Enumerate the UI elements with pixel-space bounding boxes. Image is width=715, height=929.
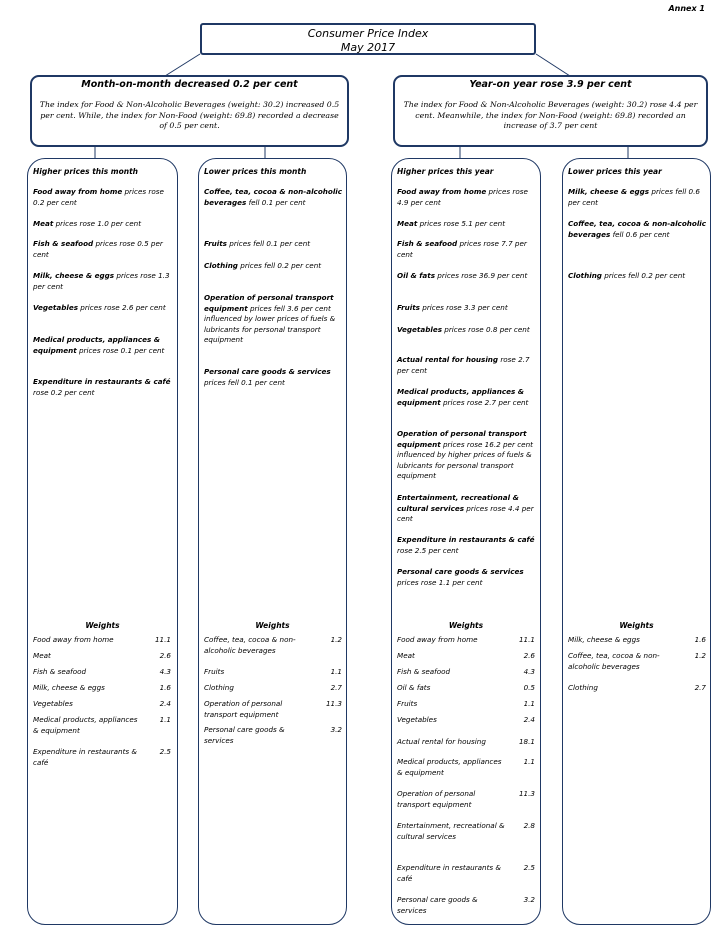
weight-row: Meat 2.6 [33, 651, 171, 660]
column-title: Higher prices this year [397, 167, 494, 176]
list-item: Expenditure in restaurants & café rose 0.2 per cent [33, 377, 171, 397]
weight-row: Clothing 2.7 [568, 683, 706, 692]
weight-row: Personal care goods & services 3.2 [204, 725, 342, 745]
list-item: Actual rental for housing rose 2.7 per cent [397, 355, 530, 375]
list-item: Expenditure in restaurants & café rose 2.5 per cent [397, 535, 535, 555]
weight-row: Clothing 2.7 [204, 683, 342, 692]
yoy-heading: Year-on year rose 3.9 per cent [469, 79, 632, 90]
title-line-1: Consumer Price Index [307, 27, 429, 40]
list-item: Meat prices rose 1.0 per cent [33, 219, 142, 228]
list-item: Medical products, appliances & equipment prices rose 0.1 per cent [33, 335, 165, 355]
weight-row: Vegetables 2.4 [397, 715, 535, 724]
weight-row: Oil & fats 0.5 [397, 683, 535, 692]
weight-row: Vegetables 2.4 [33, 699, 171, 708]
list-item: Operation of personal transport equipment prices fell 3.6 per cent influenced by lower prices of fuels & lubricants for personal transport equipment [204, 293, 336, 344]
column-title: Lower prices this year [568, 167, 662, 176]
annex-label: Annex 1 [668, 4, 705, 13]
list-item: Vegetables prices rose 0.8 per cent [397, 325, 530, 334]
yoy-text: The index for Food & Non-Alcoholic Beverages (weight: 30.2) rose 4.4 per cent. Meanwhile, the index for Non-Food (weight: 69.8) recorded an increase of 3.7 per cent [403, 100, 698, 130]
mom-heading: Month-on-month decreased 0.2 per cent [81, 79, 298, 90]
weight-row: Coffee, tea, cocoa & non-alcoholic beverages 1.2 [204, 635, 342, 655]
weight-row: Medical products, appliances & equipment 1.1 [397, 757, 535, 777]
list-item: Meat prices rose 5.1 per cent [397, 219, 506, 228]
list-item: Coffee, tea, cocoa & non-alcoholic beverages fell 0.1 per cent [204, 187, 343, 207]
column-higher-month [27, 158, 178, 925]
weights-title: Weights [255, 621, 290, 630]
weight-row: Fruits 1.1 [397, 699, 535, 708]
mom-summary-box [30, 75, 349, 147]
weight-row: Meat 2.6 [397, 651, 535, 660]
weight-row: Fruits 1.1 [204, 667, 342, 676]
column-title: Lower prices this month [204, 167, 307, 176]
column-higher-year [391, 158, 541, 925]
list-item: Clothing prices fell 0.2 per cent [568, 271, 686, 280]
weight-row: Food away from home 11.1 [33, 635, 171, 644]
list-item: Fish & seafood prices rose 0.5 per cent [33, 239, 163, 259]
mom-text: The index for Food & Non-Alcoholic Beverages (weight: 30.2) increased 0.5 per cent. While, the index for Non-Food (weight: 69.8) recorded a decrease of 0.5 per cent. [39, 100, 340, 130]
weight-row: Personal care goods & services 3.2 [397, 895, 535, 915]
list-item: Vegetables prices rose 2.6 per cent [33, 303, 166, 312]
weight-row: Fish & seafood 4.3 [33, 667, 171, 676]
list-item: Medical products, appliances & equipment prices rose 2.7 per cent [397, 387, 529, 407]
weight-row: Fish & seafood 4.3 [397, 667, 535, 676]
list-item: Milk, cheese & eggs prices rose 1.3 per cent [33, 271, 170, 291]
list-item: Food away from home prices rose 4.9 per cent [397, 187, 528, 207]
weight-row: Expenditure in restaurants & café 2.5 [397, 863, 535, 883]
weights-title: Weights [448, 621, 484, 630]
column-title: Higher prices this month [33, 167, 138, 176]
list-item: Fruits prices rose 3.3 per cent [397, 303, 508, 312]
weight-row: Milk, cheese & eggs 1.6 [33, 683, 171, 692]
list-item: Coffee, tea, cocoa & non-alcoholic beverages fell 0.6 per cent [568, 219, 707, 239]
weight-row: Operation of personal transport equipment 11.3 [397, 789, 535, 809]
list-item: Oil & fats prices rose 36.9 per cent [397, 271, 528, 280]
weight-row: Entertainment, recreational & cultural services 2.8 [397, 821, 535, 841]
weight-row: Operation of personal transport equipment 11.3 [204, 699, 342, 719]
weight-row: Medical products, appliances & equipment 1.1 [33, 715, 171, 735]
weight-row: Actual rental for housing 18.1 [397, 737, 535, 746]
title-line-2: May 2017 [340, 41, 396, 54]
list-item: Milk, cheese & eggs prices fell 0.6 per cent [568, 187, 700, 207]
weights-title: Weights [85, 621, 120, 630]
column-lower-month [198, 158, 347, 925]
weight-row: Expenditure in restaurants & café 2.5 [33, 747, 171, 767]
list-item: Personal care goods & services prices rose 1.1 per cent [397, 567, 524, 587]
weight-row: Food away from home 11.1 [397, 635, 535, 644]
page-title [200, 23, 536, 55]
weight-row: Milk, cheese & eggs 1.6 [568, 635, 706, 644]
yoy-summary-box [393, 75, 708, 147]
weight-row: Coffee, tea, cocoa & non-alcoholic beverages 1.2 [568, 651, 706, 671]
list-item: Fish & seafood prices rose 7.7 per cent [397, 239, 527, 259]
list-item: Operation of personal transport equipment prices rose 16.2 per cent influenced by higher prices of fuels & lubricants for personal transport equipment [397, 429, 533, 480]
list-item: Personal care goods & services prices fell 0.1 per cent [204, 367, 331, 387]
list-item: Clothing prices fell 0.2 per cent [204, 261, 322, 270]
column-lower-year [562, 158, 711, 925]
weights-title: Weights [619, 621, 654, 630]
list-item: Fruits prices fell 0.1 per cent [204, 239, 311, 248]
list-item: Entertainment, recreational & cultural services prices rose 4.4 per cent [397, 493, 534, 523]
list-item: Food away from home prices rose 0.2 per cent [33, 187, 164, 207]
